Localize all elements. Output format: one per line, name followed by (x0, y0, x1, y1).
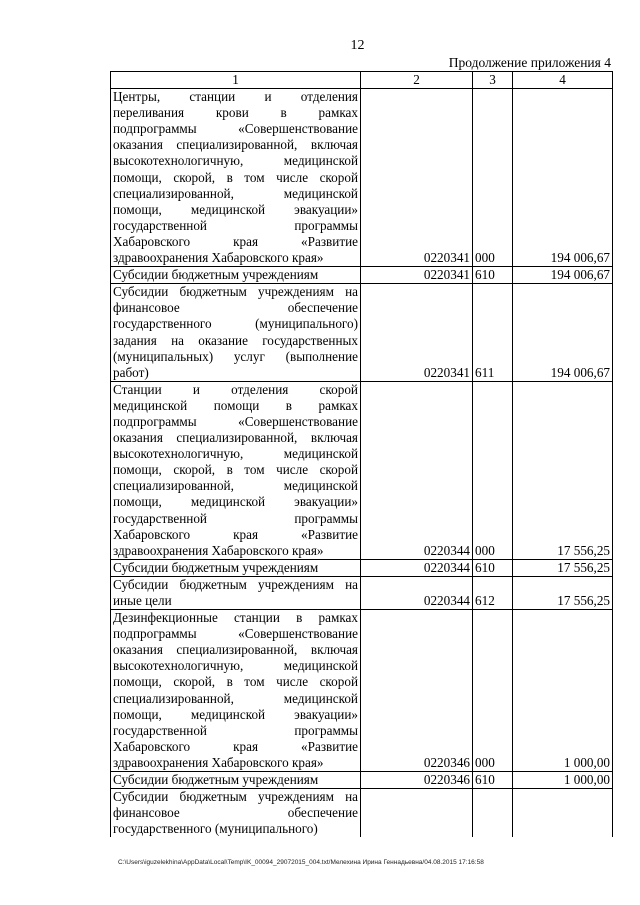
row-sum: 1 000,00 (513, 610, 613, 772)
row-sum: 17 556,25 (513, 576, 613, 609)
row-sum: 17 556,25 (513, 559, 613, 576)
row-name-line: подпрограммы «Совершенствование (113, 626, 358, 642)
row-name-line: здравоохранения Хабаровского края» (113, 542, 324, 558)
row-sum: 17 556,25 (513, 381, 613, 559)
table-row (111, 772, 613, 789)
row-name-line: помощи, скорой, в том числе скорой (113, 169, 358, 185)
row-name-line: Дезинфекционные станции в рамках (113, 610, 358, 626)
table-row (111, 610, 613, 772)
row-name-line: оказания специализированной, включая (113, 642, 358, 658)
row-expense-type: 610 (473, 772, 513, 789)
row-code: 0220344 (361, 381, 473, 559)
row-name-line: специализированной, медицинской (113, 690, 358, 706)
table-row (111, 284, 613, 382)
row-name (111, 772, 361, 789)
row-name-line: Субсидии бюджетным учреждениям на (113, 576, 358, 592)
row-name (111, 267, 361, 284)
row-name-line: Станции и отделения скорой (113, 381, 358, 397)
row-name-line: высокотехнологичную, медицинской (113, 446, 358, 462)
row-name-line: иные цели (113, 593, 172, 608)
row-name-line: (муниципальных) услуг (выполнение (113, 348, 358, 364)
table-header-row (111, 72, 613, 89)
row-name-line: высокотехнологичную, медицинской (113, 658, 358, 674)
table-row (111, 267, 613, 284)
row-name-line: Субсидии бюджетным учреждениям (113, 772, 319, 788)
row-name-line: государственной программы (113, 510, 358, 526)
row-name-line: помощи, скорой, в том числе скорой (113, 674, 358, 690)
header-col-2: 2 (361, 72, 473, 89)
budget-table (110, 71, 613, 837)
row-name-line: высокотехнологичную, медицинской (113, 153, 358, 169)
row-sum: 194 006,67 (513, 89, 613, 267)
table-row (111, 559, 613, 576)
row-code: 0220341 (361, 267, 473, 284)
header-col-1: 1 (111, 72, 361, 89)
table-row (111, 576, 613, 609)
row-name-line: оказания специализированной, включая (113, 430, 358, 446)
row-code: 0220344 (361, 559, 473, 576)
row-name-line: государственного (муниципального) (113, 316, 358, 332)
row-name-line: помощи, медицинской эвакуации» (113, 494, 358, 510)
row-name-line: государственной программы (113, 722, 358, 738)
row-code: 0220346 (361, 610, 473, 772)
row-name-line: Субсидии бюджетным учреждениям (113, 267, 319, 283)
row-name-line: финансовое обеспечение (113, 300, 358, 316)
row-name-line: Субсидии бюджетным учреждениям на (113, 789, 358, 805)
row-expense-type: 612 (473, 576, 513, 609)
row-sum: 1 000,00 (513, 772, 613, 789)
row-sum (513, 789, 613, 838)
row-name-line: Хабаровского края «Развитие (113, 526, 358, 542)
row-name (111, 610, 361, 772)
table-row (111, 381, 613, 559)
row-expense-type: 610 (473, 559, 513, 576)
row-name (111, 559, 361, 576)
row-name-line: задания на оказание государственных (113, 332, 358, 348)
row-name-line: подпрограммы «Совершенствование (113, 413, 358, 429)
table-row (111, 89, 613, 267)
row-code (361, 789, 473, 838)
row-name-line: Хабаровского края «Развитие (113, 233, 358, 249)
header-col-3: 3 (473, 72, 513, 89)
row-name (111, 576, 361, 609)
file-path-footer: C:\Users\iguzelekhina\AppData\Local\Temp\IK_00094_29072015_004.txt/Мелехина Ирина Геннадьевна/04.08.2015 17:16:58 (118, 859, 484, 866)
row-code: 0220341 (361, 284, 473, 382)
row-name-line: Хабаровского края «Развитие (113, 738, 358, 754)
row-name-line: Субсидии бюджетным учреждениям (113, 559, 319, 575)
row-name (111, 381, 361, 559)
row-name-line: помощи, скорой, в том числе скорой (113, 462, 358, 478)
row-name-line: медицинской помощи в рамках (113, 397, 358, 413)
row-name-line: Субсидии бюджетным учреждениям на (113, 284, 358, 300)
row-expense-type: 611 (473, 284, 513, 382)
row-expense-type (473, 789, 513, 838)
row-code: 0220344 (361, 576, 473, 609)
row-code: 0220346 (361, 772, 473, 789)
row-name-line: здравоохранения Хабаровского края» (113, 754, 324, 770)
row-code: 0220341 (361, 89, 473, 267)
row-name-line: подпрограммы «Совершенствование (113, 121, 358, 137)
row-sum: 194 006,67 (513, 267, 613, 284)
row-sum: 194 006,67 (513, 284, 613, 382)
header-col-4: 4 (513, 72, 613, 89)
row-expense-type: 000 (473, 381, 513, 559)
row-name-line: государственного (муниципального) (113, 821, 318, 837)
continuation-note: Продолжение приложения 4 (448, 55, 611, 70)
row-name-line: Центры, станции и отделения (113, 89, 358, 105)
page-number: 12 (350, 38, 365, 53)
row-name (111, 284, 361, 382)
row-name-line: работ) (113, 364, 149, 380)
row-name-line: помощи, медицинской эвакуации» (113, 706, 358, 722)
row-name-line: переливания крови в рамках (113, 105, 358, 121)
row-name-line: финансовое обеспечение (113, 805, 358, 821)
row-name (111, 89, 361, 267)
row-name-line: специализированной, медицинской (113, 478, 358, 494)
row-name-line: помощи, медицинской эвакуации» (113, 201, 358, 217)
row-name-line: государственной программы (113, 217, 358, 233)
row-expense-type: 610 (473, 267, 513, 284)
table-row (111, 789, 613, 838)
row-expense-type: 000 (473, 89, 513, 267)
row-expense-type: 000 (473, 610, 513, 772)
row-name-line: здравоохранения Хабаровского края» (113, 250, 324, 266)
row-name-line: специализированной, медицинской (113, 185, 358, 201)
row-name (111, 789, 361, 838)
row-name-line: оказания специализированной, включая (113, 137, 358, 153)
